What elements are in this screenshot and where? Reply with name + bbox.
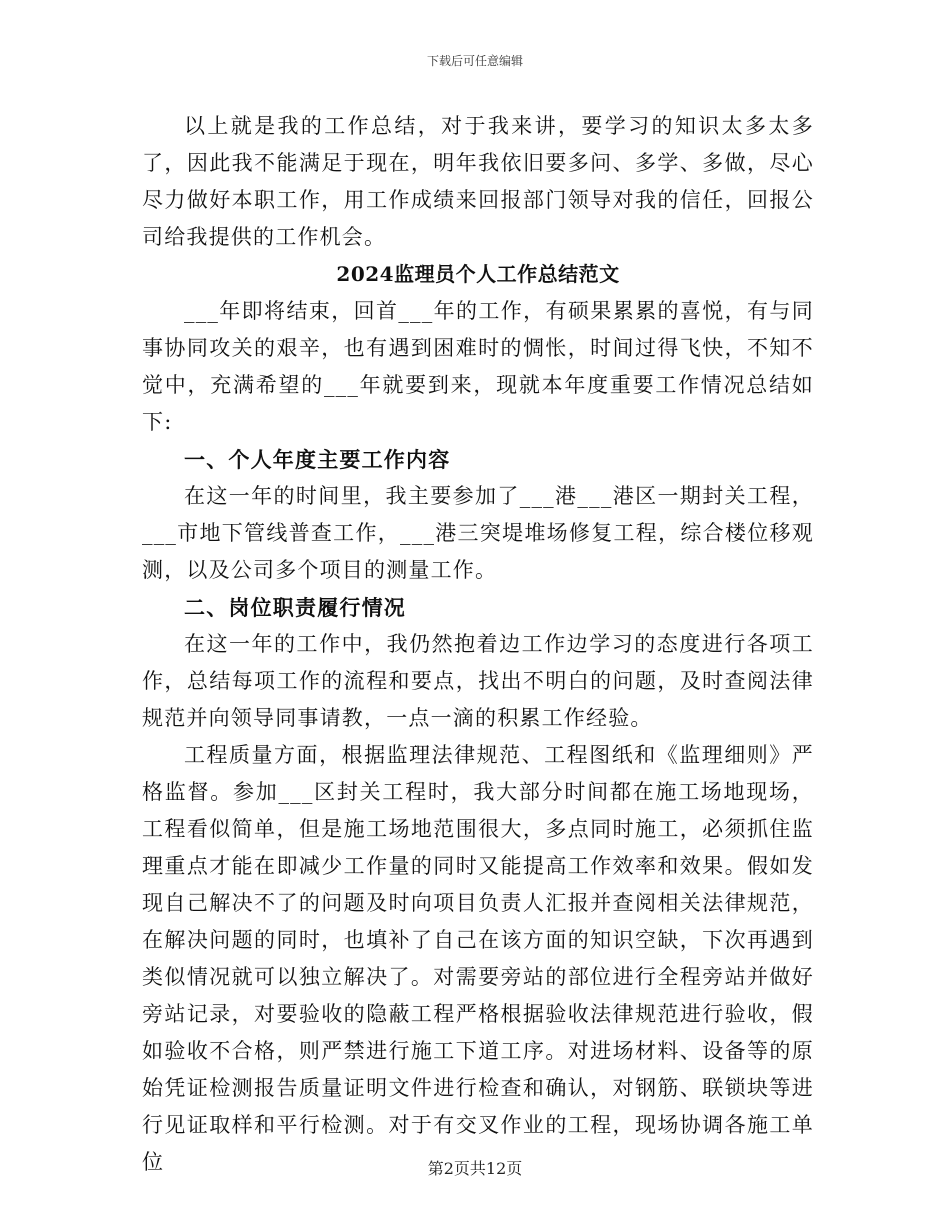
- section-heading-1: 一、个人年度主要工作内容: [184, 447, 451, 472]
- section-heading-2: 二、岗位职责履行情况: [184, 595, 406, 620]
- page-number: 第2页共12页: [427, 1159, 523, 1178]
- section-2-paragraph-1: 在这一年的工作中，我仍然抱着边工作边学习的态度进行各项工作，总结每项工作的流程和要点，找出不明白的问题，及时查阅法律规范并向领导同事请教，一点一滴的积累工作经验。: [142, 632, 814, 730]
- page-header: 下载后可任意编辑: [426, 54, 523, 68]
- opening-paragraph: ___年即将结束，回首___年的工作，有硕果累累的喜悦，有与同事协同攻关的艰辛，也有遇到困难时的惆怅，时间过得飞快，不知不觉中，充满希望的___年就要到来，现就本年度重要工作情况总结如下:: [142, 299, 814, 434]
- document-title: 2024监理员个人工作总结范文: [336, 262, 620, 286]
- intro-paragraph: 以上就是我的工作总结，对于我来讲，要学习的知识太多太多了，因此我不能满足于现在，明年我依旧要多问、多学、多做，尽心尽力做好本职工作，用工作成绩来回报部门领导对我的信任，回报公司给我提供的工作机会。: [142, 114, 814, 249]
- section-1-paragraph: 在这一年的时间里，我主要参加了___港___港区一期封关工程，___市地下管线普查工作，___港三突堤堆场修复工程，综合楼位移观测，以及公司多个项目的测量工作。: [142, 484, 814, 582]
- document-body: [142, 108, 814, 1181]
- section-2-paragraph-2: 工程质量方面，根据监理法律规范、工程图纸和《监理细则》严格监督。参加___区封关工程时，我大部分时间都在施工场地现场，工程看似简单，但是施工场地范围很大，多点同时施工，必须抓住监理重点才能在即减少工作量的同时又能提高工作效率和效果。假如发现自己解决不了的问题及时向项目负责人汇报并查阅相关法律规范，在解决问题的同时，也填补了自己在该方面的知识空缺，下次再遇到类似情况就可以独立解决了。对需要旁站的部位进行全程旁站并做好旁站记录，对要验收的隐蔽工程严格根据验收法律规范进行验收，假如验收不合格，则严禁进行施工下道工序。对进场材料、设备等的原始凭证检测报告质量证明文件进行检查和确认，对钢筋、联锁块等进行见证取样和平行检测。对于有交叉作业的工程，现场协调各施工单位: [142, 743, 814, 1174]
